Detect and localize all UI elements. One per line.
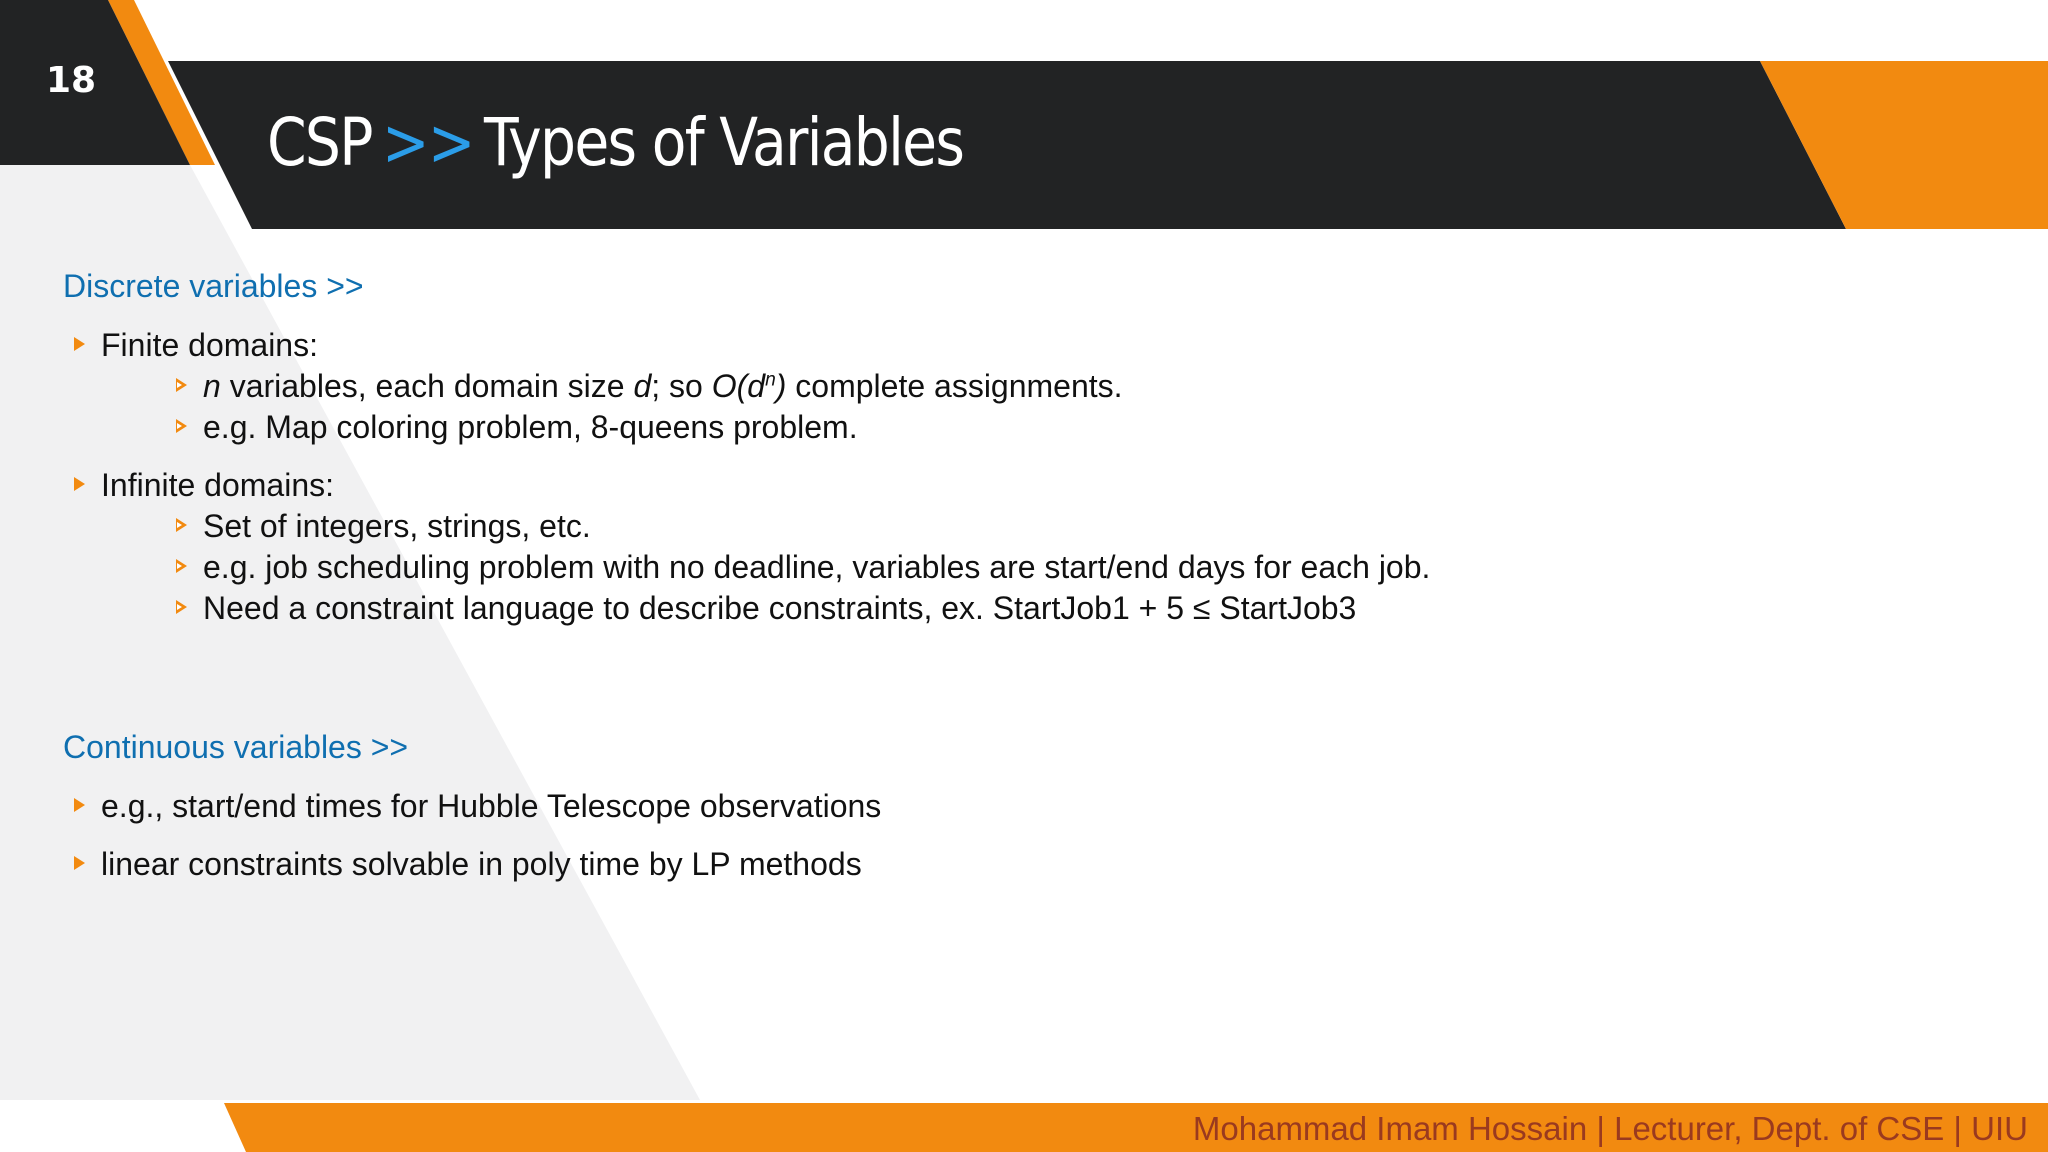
big-o-close: )	[775, 368, 787, 404]
finite-domains-label: Finite domains:	[101, 327, 318, 363]
sub-bullet-marker-icon	[176, 600, 187, 614]
sub-bullet-marker-icon	[176, 378, 187, 392]
var-d: d	[633, 368, 652, 404]
discrete-variables-heading: Discrete variables >>	[63, 268, 364, 304]
light-gray-diagonal-panel	[0, 165, 700, 1100]
infinite-item-2	[176, 549, 1430, 586]
continuous-item-1	[74, 788, 881, 825]
slide-number: 18	[46, 60, 97, 101]
infinite-item-1-text: Set of integers, strings, etc.	[203, 508, 591, 544]
complexity-text-1: variables, each domain size	[220, 368, 634, 404]
sub-bullet-marker-icon	[176, 559, 187, 573]
complexity-bullet	[176, 368, 1123, 405]
continuous-item-2-text: linear constraints solvable in poly time by LP methods	[101, 846, 862, 882]
big-o-open: O(d	[711, 368, 766, 404]
bullet-marker-icon	[74, 798, 85, 812]
var-n: n	[203, 368, 221, 404]
sub-bullet-marker-icon	[176, 419, 187, 433]
bullet-marker-icon	[74, 856, 85, 870]
footer-credit: Mohammad Imam Hossain | Lecturer, Dept. of CSE | UIU	[1192, 1110, 2028, 1147]
continuous-variables-heading: Continuous variables >>	[63, 729, 409, 765]
finite-domains-bullet	[74, 327, 318, 364]
complexity-text-3: complete assignments.	[786, 368, 1123, 404]
infinite-domains-label: Infinite domains:	[101, 467, 335, 503]
title-separator: >>	[382, 104, 474, 181]
big-o-exponent: n	[765, 369, 776, 391]
continuous-item-1-text: e.g., start/end times for Hubble Telescope observations	[101, 788, 882, 824]
infinite-item-1	[176, 508, 591, 545]
infinite-item-3	[176, 590, 1356, 627]
sub-bullet-marker-icon	[176, 518, 187, 532]
continuous-item-2	[74, 846, 862, 883]
finite-example-bullet	[176, 409, 858, 446]
title-main: Types of Variables	[484, 104, 964, 181]
title-prefix: CSP	[267, 104, 372, 181]
complexity-text-2: ; so	[651, 368, 712, 404]
slide-title	[267, 104, 963, 181]
bullet-marker-icon	[74, 337, 85, 351]
infinite-item-2-text: e.g. job scheduling problem with no deadline, variables are start/end days for each job.	[203, 549, 1431, 585]
infinite-item-3-text: Need a constraint language to describe constraints, ex. StartJob1 + 5 ≤ StartJob3	[203, 590, 1357, 626]
finite-example-text: e.g. Map coloring problem, 8-queens problem.	[203, 409, 858, 445]
bullet-marker-icon	[74, 477, 85, 491]
infinite-domains-bullet	[74, 467, 334, 504]
